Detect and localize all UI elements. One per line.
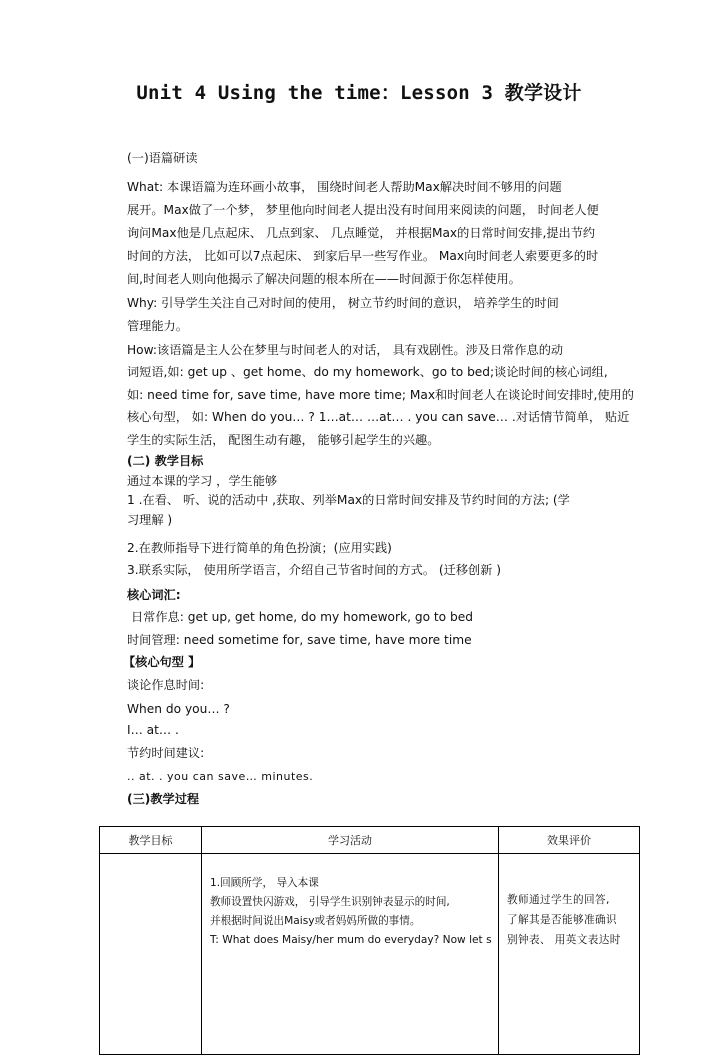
talk-question: When do you… ? — [127, 702, 230, 716]
activity-line: 教师设置快闪游戏， 引导学生识别钟表显示的时间, — [210, 896, 450, 908]
goal-intro: 通过本课的学习 ，学生能够 — [127, 474, 278, 488]
how-line-3: 如: need time for, save time, have more time; Max和时间老人在谈论时间安排时,使用的 — [127, 388, 634, 402]
save-time-advice-line: .. at. . you can save… minutes. — [127, 770, 314, 783]
section-heading-teaching-process: (三)教学过程 — [127, 792, 200, 806]
activity-line: 1.回顾所学， 导入本课 — [210, 877, 319, 889]
header-goal: 教学目标 — [100, 827, 202, 854]
what-line-2: 展开。Max做了一个梦， 梦里他向时间老人提出没有时间用来阅读的问题， 时间老人便 — [127, 203, 599, 217]
teaching-process-table — [99, 826, 640, 1055]
why-line-2: 管理能力。 — [127, 319, 188, 333]
goal-line-1: 1 .在看、 听、说的活动中 ,获取、列举Max的日常时间安排及节约时间的方法; (学 — [127, 493, 570, 507]
why-line-1: Why: 引导学生关注自己对时间的使用， 树立节约时间的意识， 培养学生的时间 — [127, 296, 559, 310]
core-vocab-title: 核心词汇: — [127, 588, 181, 602]
save-time-advice-title: 节约时间建议: — [127, 746, 205, 760]
activity-line: 并根据时间说出Maisy或者妈妈所做的事情。 — [210, 915, 421, 927]
what-line-4: 时间的方法， 比如可以7点起床、 到家后早一些写作业。 Max向时间老人索要更多的时 — [127, 249, 599, 263]
what-line-1: What: 本课语篇为连环画小故事， 围绕时间老人帮助Max解决时间不够用的问题 — [127, 180, 562, 194]
talk-schedule-title: 谈论作息时间: — [127, 678, 205, 692]
evaluation-line: 了解其是否能够准确识 — [507, 914, 617, 926]
talk-answer: I… at… . — [127, 723, 179, 737]
section-heading-text-study: (一)语篇研读 — [127, 151, 198, 165]
goal-line-2: 2.在教师指导下进行简单的角色扮演；(应用实践) — [127, 541, 392, 555]
evaluation-cell — [499, 854, 640, 1055]
activity-line: T: What does Maisy/her mum do everyday? Now let s — [210, 934, 492, 946]
how-line-5: 学生的实际生活， 配图生动有趣， 能够引起学生的兴趣。 — [127, 433, 440, 447]
goal-cell — [100, 854, 202, 1055]
goal-line-3: 3.联系实际， 使用所学语言，介绍自己节省时间的方式。 (迁移创新 ) — [127, 563, 502, 577]
table-row — [100, 854, 640, 1055]
activity-cell — [202, 854, 499, 1055]
goal-line-1-cont: 习理解 ) — [127, 513, 173, 527]
core-vocab-daily: 日常作息: get up, get home, do my homework, go to bed — [131, 610, 473, 624]
how-line-2: 词短语,如: get up 、get home、do my homework、go to bed;谈论时间的核心词组, — [127, 365, 608, 379]
core-pattern-title: 【核心句型 】 — [123, 655, 201, 669]
evaluation-line: 别钟表、 用英文表达时 — [507, 934, 621, 946]
table-header-row — [100, 827, 640, 854]
how-line-4: 核心句型， 如: When do you… ? 1…at… …at… . you can save… .对话情节简单， 贴近 — [127, 410, 630, 424]
core-vocab-time: 时间管理: need sometime for, save time, have more time — [127, 633, 472, 647]
what-line-3: 询问Max他是几点起床、 几点到家、 几点睡觉， 并根据Max的日常时间安排,提出节约 — [127, 226, 596, 240]
evaluation-line: 教师通过学生的回答, — [507, 894, 610, 906]
header-evaluation: 效果评价 — [499, 827, 640, 854]
page-title: Unit 4 Using the time：Lesson 3 教学设计 — [136, 82, 582, 104]
how-line-1: How:该语篇是主人公在梦里与时间老人的对话， 具有戏剧性。涉及日常作息的动 — [127, 343, 564, 357]
what-line-5: 间,时间老人则向他揭示了解决问题的根本所在——时间源于你怎样使用。 — [127, 272, 521, 286]
header-activity: 学习活动 — [202, 827, 499, 854]
section-heading-teaching-goals: (二) 教学目标 — [127, 454, 204, 468]
